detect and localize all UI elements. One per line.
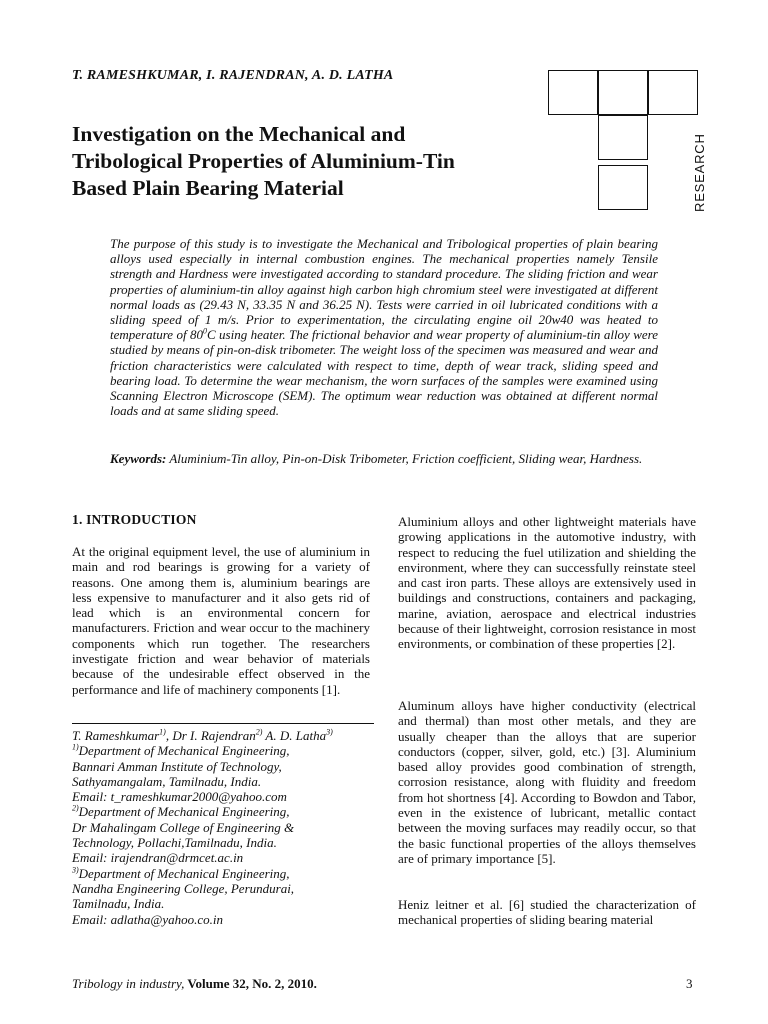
- affiliation-dept: Department of Mechanical Engineering,: [78, 743, 290, 759]
- affiliation-line: Dr Mahalingam College of Engineering &: [72, 819, 295, 835]
- keywords-label: Keywords:: [110, 451, 167, 466]
- author-name: T. Rameshkumar: [72, 728, 160, 743]
- running-header-authors: T. RAMESHKUMAR, I. RAJENDRAN, A. D. LATHA: [72, 68, 394, 83]
- author-mark: 2): [255, 727, 263, 737]
- paper-title: Investigation on the Mechanical and Tribological Properties of Aluminium-Tin Based Plain Bearing Material: [72, 122, 455, 200]
- body-paragraph: Heniz leitner et al. [6] studied the characterization of mechanical properties of sliding bearing material: [398, 897, 696, 928]
- author-mark: 3): [326, 727, 333, 737]
- abstract: [110, 236, 658, 418]
- abstract-text: C using heater. The frictional behavior and wear property of aluminium-tin alloy were studied by means of pin-on-disk tribometer. The weight loss of the specimen was measured and wear and friction characteristics were calculated with respect to time, depth of wear track, sliding speed and bearing load. To determine the wear mechanism, the worn surfaces of the samples were examined using Scanning Electron Microscope (SEM). The optimum wear reduction was obtained at different normal loads and at same sliding speed.: [110, 327, 659, 419]
- author-name: , Dr I. Rajendran: [165, 728, 256, 743]
- abstract-superscript: 0: [202, 326, 207, 336]
- decorative-box: [598, 165, 648, 210]
- section-heading: 1. INTRODUCTION: [72, 512, 197, 527]
- journal-volume: Volume 32, No. 2, 2010.: [184, 976, 317, 991]
- body-paragraph: Aluminium alloys and other lightweight materials have growing applications in the automotive industry, with respect to reducing the fuel utilization and shielding the environment, where they can successfully reinstate steel and cast iron parts. These alloys are extensively used in buildings and constructions, containers and packaging, marine, aviation, aerospace and electrical industries because of their lightweight, corrosion resistance in most environments, or combination of these properties [2].: [398, 514, 696, 652]
- author-mark: 1): [159, 727, 166, 737]
- journal-footer: [72, 976, 317, 992]
- keywords-text: Aluminium-Tin alloy, Pin-on-Disk Tribometer, Friction coefficient, Sliding wear, Hardness.: [166, 451, 643, 466]
- affiliation-email: Email: irajendran@drmcet.ac.in: [72, 850, 244, 866]
- page-number: 3: [686, 976, 693, 991]
- affiliation-email: Email: adlatha@yahoo.co.in: [72, 911, 223, 927]
- affiliation-mark: 2): [72, 804, 79, 814]
- keywords: [110, 451, 658, 466]
- affiliation-mark: 1): [72, 742, 79, 752]
- decorative-box: [648, 70, 698, 115]
- footnote-divider: [72, 723, 374, 724]
- affiliation-line: Sathyamangalam, Tamilnadu, India.: [72, 773, 262, 789]
- decorative-box: [548, 70, 598, 115]
- affiliation-email: Email: t_rameshkumar2000@yahoo.com: [72, 789, 287, 805]
- affiliation-line: Tamilnadu, India.: [72, 896, 165, 912]
- author-affiliations: [72, 728, 372, 927]
- body-paragraph: At the original equipment level, the use of aluminium in main and rod bearings is growing for a variety of reasons. One among them is, aluminium bearings are less expensive to manufacturer and it also gets rid of lead which is an environmental concern for manufacturers. Friction and wear occur to the machinery components which run together. The researchers investigate friction and wear behavior of materials because of the undesirable effect observed in the performance and life of machinery components [1].: [72, 544, 370, 697]
- affiliation-line: Bannari Amman Institute of Technology,: [72, 758, 282, 774]
- affiliation-authors-line: [72, 728, 372, 743]
- affiliation-line: [72, 743, 372, 758]
- journal-name: Tribology in industry,: [72, 976, 185, 991]
- decorative-box: [598, 115, 648, 160]
- author-name: A. D. Latha: [262, 728, 327, 743]
- affiliation-dept: Department of Mechanical Engineering,: [78, 865, 290, 881]
- affiliation-line: [72, 866, 372, 881]
- body-paragraph: Aluminum alloys have higher conductivity (electrical and thermal) than most other metals, and they are usually cheaper than the alloys that are superior conductors (copper, silver, gold, etc.) [3]. Aluminium based alloy provides good combination of strength, corrosion resistance, along with fluidity and freedom from hot shortness [4]. According to Bowdon and Tabor, even in the existence of lubricant, metallic contact between the moving surfaces may readily occur, so that the basic functional properties of the alloys themselves are of primary importance [5].: [398, 698, 696, 866]
- affiliation-line: [72, 804, 372, 819]
- decorative-box: [598, 70, 648, 115]
- affiliation-line: Technology, Pollachi,Tamilnadu, India.: [72, 835, 277, 851]
- affiliation-dept: Department of Mechanical Engineering,: [78, 804, 290, 820]
- affiliation-line: Nandha Engineering College, Perundurai,: [72, 880, 295, 896]
- affiliation-mark: 3): [72, 865, 79, 875]
- abstract-text: The purpose of this study is to investigate the Mechanical and Tribological properties of plain bearing alloys used especially in internal combustion engines. The mechanical properties namely Tensile strength and Hardness were investigated according to standard procedure. The sliding friction and wear properties of aluminium-tin alloy against high carbon high chromium steel were investigated at different normal loads as (29.43 N, 33.35 N and 36.25 N). Tests were carried in oil lubricated conditions with a sliding speed of 1 m/s. Prior to experimentation, the circulating engine oil 20w40 was heated to temperature of 80: [110, 236, 658, 343]
- section-label: RESEARCH: [692, 133, 707, 212]
